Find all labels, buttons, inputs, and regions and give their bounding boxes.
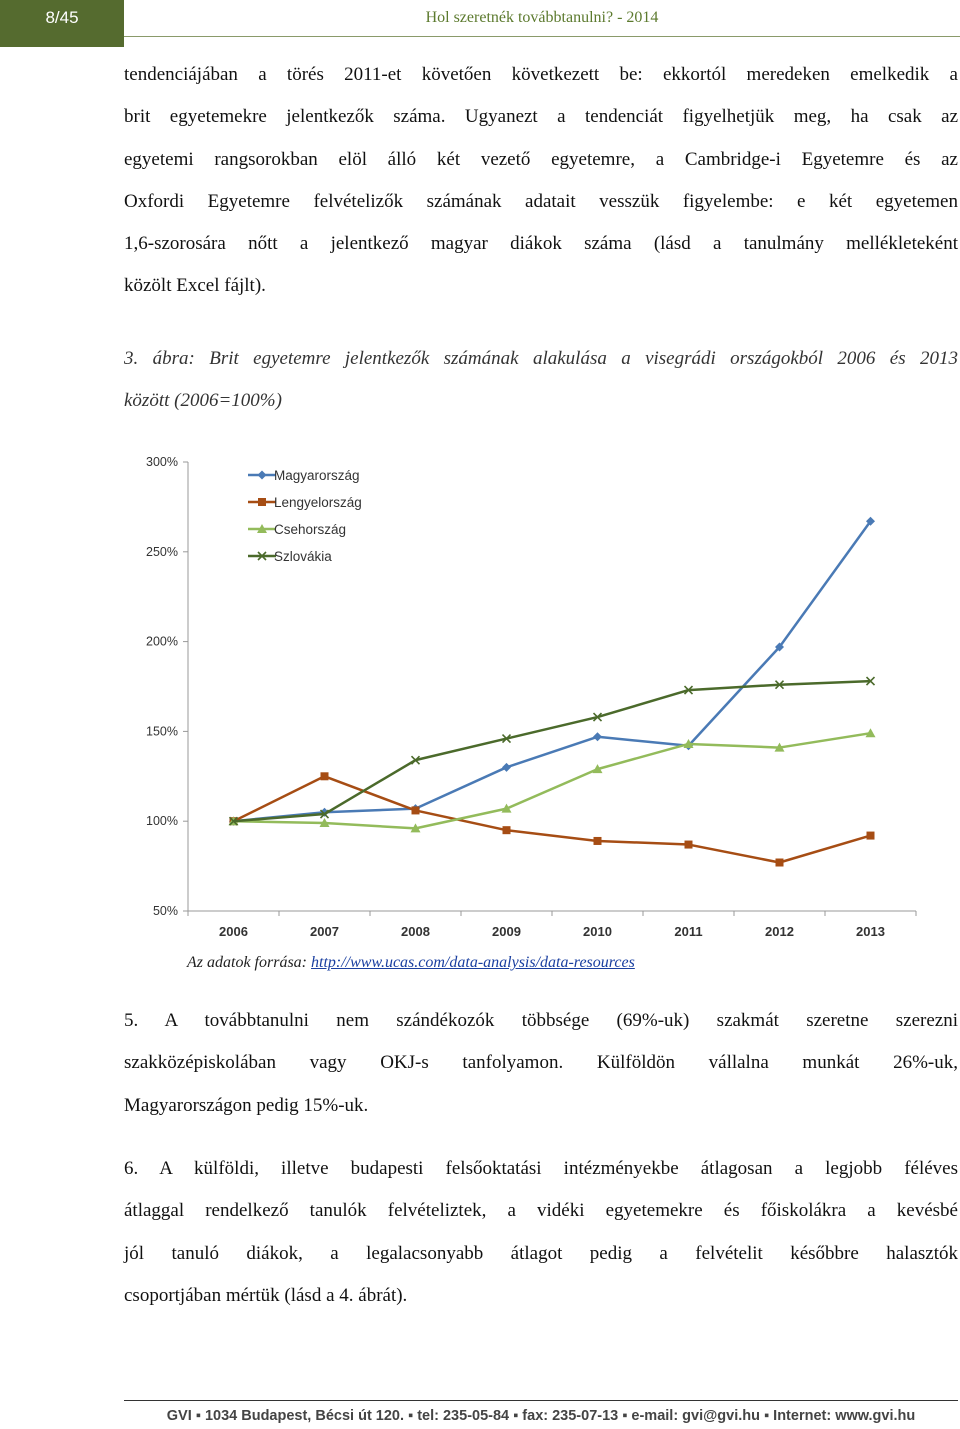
- intro-line: egyetemi rangsorokban elöl álló két vezető egyetemre, a Cambridge-i Egyetemre és az: [124, 148, 958, 170]
- point-6-line: átlaggal rendelkező tanulók felvételiztek, a vidéki egyetemekre és főiskolákra a kevésbé: [124, 1200, 958, 1222]
- legend-label: Szlovákia: [274, 549, 332, 564]
- point-5-line: 5. A továbbtanulni nem szándékozók többsége (69%-uk) szakmát szeretne szerezni: [124, 1010, 958, 1031]
- intro-line: Oxfordi Egyetemre felvételizők számának adatait vesszük figyelembe: e két egyetemen: [124, 190, 958, 212]
- data-point-1: [776, 859, 784, 867]
- data-source: [187, 954, 635, 972]
- intro-line: közölt Excel fájlt).: [124, 275, 266, 297]
- data-point-0: [593, 732, 602, 741]
- x-tick-label: 2011: [674, 924, 703, 939]
- figure-caption: [124, 338, 958, 422]
- point-6-line: jól tanuló diákok, a legalacsonyabb átlagot pedig a felvételit későbbre halasztók: [124, 1242, 958, 1264]
- intro-line: tendenciájában a törés 2011-et követően következett be: ekkortól meredeken emelkedik a: [124, 64, 958, 85]
- data-point-1: [685, 841, 693, 849]
- y-tick-label: 250%: [146, 544, 178, 559]
- footer-contact: GVI ▪ 1034 Budapest, Bécsi út 120. ▪ tel: 235-05-84 ▪ fax: 235-07-13 ▪ e-mail: gvi@gvi.hu ▪ Internet: www.gvi.hu: [166, 1408, 916, 1424]
- x-tick-label: 2010: [583, 924, 612, 939]
- source-label: Az adatok forrása:: [187, 954, 311, 971]
- data-point-1: [503, 826, 511, 834]
- caption-line: 3. ábra: Brit egyetemre jelentkezők számának alakulása a visegrádi országokból 2006 és 2013: [124, 348, 958, 369]
- x-tick-label: 2012: [765, 924, 794, 939]
- y-tick-label: 100%: [146, 814, 178, 829]
- header-title: Hol szeretnék továbbtanulni? - 2014: [425, 9, 659, 26]
- x-tick-label: 2013: [856, 924, 885, 939]
- x-tick-label: 2006: [219, 924, 248, 939]
- x-tick-label: 2008: [401, 924, 430, 939]
- point-5-paragraph: [124, 1000, 958, 1127]
- intro-line: 1,6-szorosára nőtt a jelentkező magyar diákok száma (lásd a tanulmány mellékleteként: [124, 233, 958, 255]
- page-header: [0, 0, 960, 47]
- series-line-2: [234, 733, 871, 828]
- intro-paragraph: [124, 54, 958, 308]
- legend-label: Lengyelország: [274, 495, 362, 510]
- y-tick-label: 50%: [152, 904, 178, 918]
- source-link[interactable]: http://www.ucas.com/data-analysis/data-resources: [311, 954, 635, 971]
- legend-marker: [258, 471, 267, 480]
- data-point-1: [867, 832, 875, 840]
- point-6-line: 6. A külföldi, illetve budapesti felsőoktatási intézményekbe átlagosan a legjobb féléves: [124, 1158, 958, 1179]
- data-point-0: [502, 763, 511, 772]
- caption-line: között (2006=100%): [124, 390, 282, 411]
- point-5-line: szakközépiskolában vagy OKJ-s tanfolyamon. Külföldön vállalna munkát 26%-uk,: [124, 1052, 958, 1074]
- line-chart: [124, 440, 924, 950]
- data-point-1: [321, 772, 329, 780]
- data-point-1: [594, 837, 602, 845]
- legend-label: Csehország: [274, 522, 347, 537]
- footer-rule: [124, 1400, 958, 1401]
- page-number-badge: 8/45: [0, 0, 124, 47]
- legend-label: Magyarország: [274, 468, 360, 483]
- point-5-line: Magyarországon pedig 15%-uk.: [124, 1094, 369, 1116]
- data-point-1: [412, 806, 420, 814]
- y-tick-label: 300%: [146, 455, 178, 469]
- series-line-0: [234, 521, 871, 821]
- y-tick-label: 150%: [146, 724, 178, 739]
- legend-marker: [258, 498, 266, 506]
- x-tick-label: 2007: [310, 924, 339, 939]
- y-tick-label: 200%: [146, 634, 178, 649]
- point-6-paragraph: [124, 1148, 958, 1317]
- header-rule: [124, 36, 960, 37]
- point-6-line: csoportjában mértük (lásd a 4. ábrát).: [124, 1284, 408, 1306]
- x-tick-label: 2009: [492, 924, 521, 939]
- intro-line: brit egyetemekre jelentkezők száma. Ugyanezt a tendenciát figyelhetjük meg, ha csak az: [124, 106, 958, 128]
